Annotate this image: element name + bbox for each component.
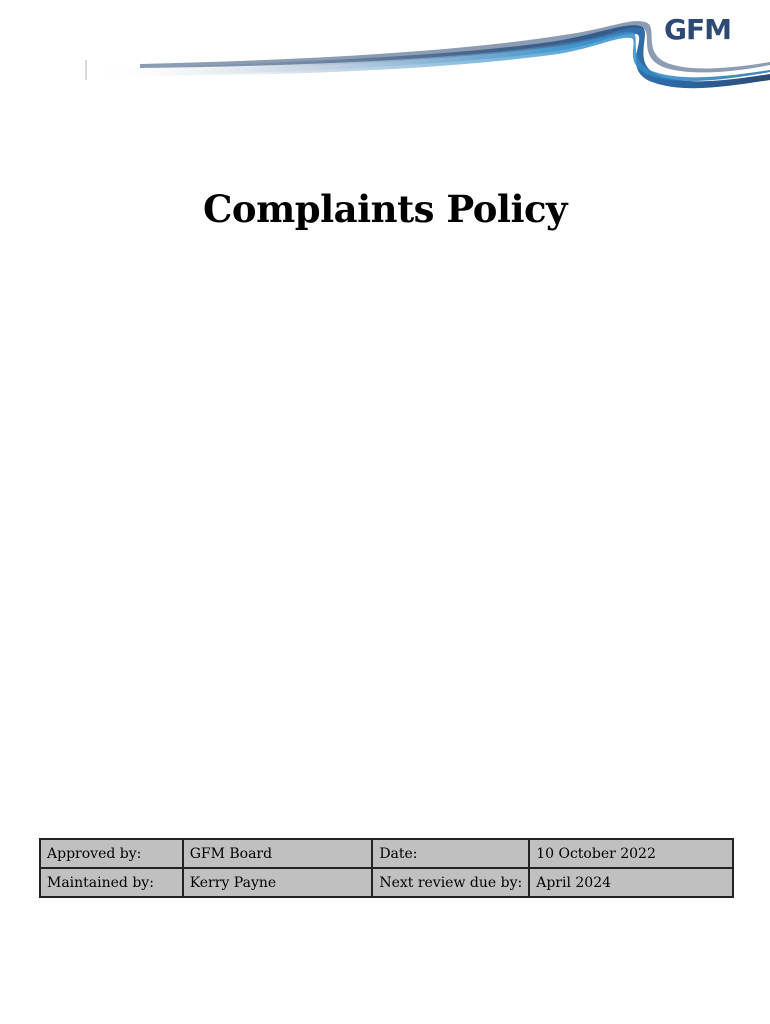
gfm-logo: GFM: [664, 13, 731, 46]
table-row-approved: [40, 839, 733, 868]
approved-by-label: Approved by:: [40, 839, 183, 868]
next-review-value: April 2024: [529, 868, 733, 897]
date-value: 10 October 2022: [529, 839, 733, 868]
next-review-label: Next review due by:: [372, 868, 529, 897]
maintained-by-label: Maintained by:: [40, 868, 183, 897]
document-title: Complaints Policy: [202, 187, 568, 231]
table-row-maintained: [40, 868, 733, 897]
approval-table: [39, 838, 734, 898]
maintained-by-value: Kerry Payne: [183, 868, 373, 897]
approved-by-value: GFM Board: [183, 839, 373, 868]
date-label: Date:: [372, 839, 529, 868]
